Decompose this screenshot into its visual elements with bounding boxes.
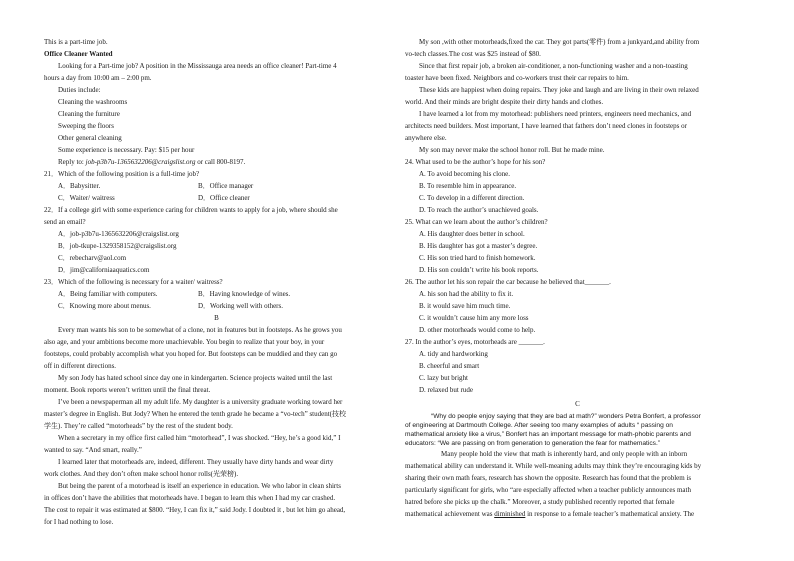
option: C. His son tried hard to finish homework. bbox=[419, 254, 536, 262]
passage-line: These kids are happiest when doing repairs. They joke and laugh and are living in their own relaxed bbox=[419, 86, 699, 94]
option: C. lazy but bright bbox=[419, 374, 468, 382]
option: A. his son had the ability to fix it. bbox=[419, 290, 514, 298]
passage-line: The cost to repair it was estimated at $800. “Hey, I can fix it,” said Jody. I doubted it , but let him go ahead, bbox=[44, 506, 346, 514]
passage-line: wanted to say. “And smart, really.” bbox=[44, 446, 142, 454]
option: B．job-tkupe-1329358152@craigslist.org bbox=[58, 242, 177, 250]
passage-line: I have learned a lot from my motorhead: publishers need printers, engineers need mechanics, and bbox=[419, 110, 692, 118]
option: B．Having knowledge of wines. bbox=[198, 290, 291, 298]
q23-options-row bbox=[44, 300, 389, 312]
passage-line: world. And their minds are bright despite their dirty hands and clothes. bbox=[405, 98, 604, 106]
option: D. To reach the author’s unachieved goals. bbox=[419, 206, 539, 214]
option: B. it would save him much time. bbox=[419, 302, 511, 310]
c-last-b: in response to a female teacher’s mathematical anxiety. The bbox=[525, 510, 695, 518]
option: D. other motorheads would come to help. bbox=[419, 326, 536, 334]
passage-line: in offices don’t have the abilities that motorheads have. I began to learn this when I had my car crashed. bbox=[44, 494, 336, 502]
passage-line: Every man wants his son to be somewhat of a clone, not in features but in footsteps. As he grows you bbox=[58, 326, 342, 334]
option: A．Babysitter. bbox=[58, 182, 101, 190]
right-column bbox=[405, 36, 750, 520]
option: A. To avoid becoming his clone. bbox=[419, 170, 510, 178]
passage-line: work clothes. And they don’t often make school honor rolls(光荣榜). bbox=[44, 470, 239, 478]
option: A．Being familiar with computers. bbox=[58, 290, 158, 298]
duties-heading: Duties include: bbox=[58, 86, 101, 94]
q21-options-row bbox=[44, 180, 389, 192]
option: B. cheerful and smart bbox=[419, 362, 480, 370]
question-21: 21．Which of the following position is a full-time job? bbox=[44, 170, 200, 178]
question-23: 23．Which of the following is necessary for a waiter/ waitress? bbox=[44, 278, 223, 286]
option: C．rebecharv@aol.com bbox=[58, 254, 127, 262]
ad-title: Office Cleaner Wanted bbox=[44, 50, 113, 58]
passage-line: I learned later that motorheads are, indeed, different. They usually have dirty hands and wear dirty bbox=[58, 458, 334, 466]
c-quote-line: mathematical anxiety like a virus,” Bonfert has an important message for math-phobic parents and bbox=[405, 431, 691, 438]
option: B. To resemble him in appearance. bbox=[419, 182, 517, 190]
passage-line: When a secretary in my office first called him “motorhead”, I was shocked. “Hey, he’s a good kid,” I bbox=[58, 434, 341, 442]
ad-line: Looking for a Part-time job? A position in the Mississauga area needs an office cleaner! Part-time 4 bbox=[58, 62, 337, 70]
passage-line: My son ,with other motorheads,fixed the car. They got parts(零件) from a junkyard,and ability from bbox=[419, 38, 700, 46]
option: D. His son couldn’t write his book reports. bbox=[419, 266, 539, 274]
option: C. To develop in a different direction. bbox=[419, 194, 525, 202]
intro-line: This is a part-time job. bbox=[44, 38, 108, 46]
option: D. relaxed but rude bbox=[419, 386, 474, 394]
passage-line: for I had nothing to lose. bbox=[44, 518, 114, 526]
passage-line: My son Jody has hated school since day one in kindergarten. Science projects waited until the last bbox=[58, 374, 333, 382]
passage-line: 学生). They’re called “motorheads” by the rest of the student body. bbox=[44, 422, 233, 430]
c-quote-line: of engineering at Dartmouth College. After seeing too many examples of adults “ passing on bbox=[405, 422, 673, 429]
passage-line: footsteps, could probably accomplish what you hoped for. But footsteps can be muddied and they can go bbox=[44, 350, 338, 358]
c-body-line: mathematical ability can understand it. While well-meaning adults may think they’re encouraging kids by bbox=[405, 462, 702, 470]
section-c-heading: C bbox=[575, 400, 580, 408]
passage-line: also age, and your ambitions become more unachievable. You begin to realize that your boy, in your bbox=[44, 338, 325, 346]
c-body-last-line bbox=[405, 508, 750, 520]
section-b-heading: B bbox=[214, 314, 219, 322]
c-quote-line: “Why do people enjoy saying that they are bad at math?” wonders Petra Bonfert, a professor bbox=[431, 413, 701, 420]
duty-item: Cleaning the washrooms bbox=[58, 98, 128, 106]
option: C．Knowing more about menus. bbox=[58, 302, 151, 310]
ad-line: hours a day from 10:00 am – 2:00 pm. bbox=[44, 74, 152, 82]
passage-line: vo-tech classes.The cost was $25 instead of $80. bbox=[405, 50, 541, 58]
passage-line: moment. Book reports weren’t written until the final threat. bbox=[44, 386, 211, 394]
option: A. tidy and hardworking bbox=[419, 350, 488, 358]
passage-line: My son may never make the school honor roll. But he made mine. bbox=[419, 146, 605, 154]
left-column bbox=[44, 36, 389, 528]
experience-line: Some experience is necessary. Pay: $15 per hour bbox=[58, 146, 195, 154]
question-25: 25. What can we learn about the author’s children? bbox=[405, 218, 548, 226]
option: A．job-p3b7u-1365632206@craigslist.org bbox=[58, 230, 179, 238]
passage-line: I’ve been a newspaperman all my adult life. My daughter is a university graduate working toward her bbox=[58, 398, 343, 406]
passage-line: anywhere else. bbox=[405, 134, 447, 142]
option: D．Office cleaner bbox=[198, 194, 250, 202]
q23-options-row bbox=[44, 288, 389, 300]
c-underlined-word: diminished bbox=[494, 510, 526, 518]
option: D．jim@californiaaquatics.com bbox=[58, 266, 150, 274]
option: B．Office manager bbox=[198, 182, 254, 190]
passage-line: toaster have been fixed. Neighbors and co-workers trust their car repairs to him. bbox=[405, 74, 629, 82]
passage-line: off in different directions. bbox=[44, 362, 117, 370]
question-24: 24. What used to be the author’s hope for his son? bbox=[405, 158, 546, 166]
question-22-cont: send an email? bbox=[44, 218, 86, 226]
c-quote-line: educators: “We are passing on from generation to generation the fear for mathematics.” bbox=[405, 440, 660, 447]
question-27: 27. In the author’s eyes, motorheads are _______. bbox=[405, 338, 545, 346]
duty-item: Sweeping the floors bbox=[58, 122, 114, 130]
reply-line bbox=[44, 156, 389, 168]
c-body-line: sharing their own math fears, research has shown the opposite. Research has found that the problem is bbox=[405, 474, 692, 482]
passage-line: But being the parent of a motorhead is itself an experience in education. We who labor in clean shirts bbox=[58, 482, 341, 490]
c-last-a: mathematical achievement was bbox=[405, 510, 495, 518]
option: C．Waiter/ waitress bbox=[58, 194, 115, 202]
option: A. His daughter does better in school. bbox=[419, 230, 525, 238]
reply-prefix: Reply to: bbox=[58, 158, 86, 166]
c-body-line: hatred before she picks up the chalk.” Moreover, a study published recently reported that female bbox=[405, 498, 675, 506]
option: B. His daughter has got a master’s degree. bbox=[419, 242, 538, 250]
reply-email: job-p3b7u-1365632206@craigslist.org bbox=[85, 158, 196, 166]
c-body-line: particularly significant for girls, who “are especially affected when a teacher publicly announces math bbox=[405, 486, 691, 494]
passage-line: master’s degree in English. But Jody? When he entered the tenth grade he became a “vo-tech” student(技校 bbox=[44, 410, 346, 418]
passage-line: Since that first repair job, a broken air-conditioner, a non-functioning washer and a non-toasting bbox=[419, 62, 688, 70]
question-22: 22．If a college girl with some experience caring for children wants to apply for a job, where should she bbox=[44, 206, 338, 214]
question-26: 26. The author let his son repair the car because he believed that_______. bbox=[405, 278, 611, 286]
c-body-line: Many people hold the view that math is inherently hard, and only people with an inborn bbox=[441, 450, 688, 458]
option: D．Working well with others. bbox=[198, 302, 283, 310]
duty-item: Other general cleaning bbox=[58, 134, 122, 142]
q21-options-row bbox=[44, 192, 389, 204]
duty-item: Cleaning the furniture bbox=[58, 110, 120, 118]
option: C. it wouldn’t cause him any more loss bbox=[419, 314, 529, 322]
reply-suffix: or call 800-8197. bbox=[195, 158, 246, 166]
passage-line: architects need builders. Most important, I have learned that fathers don’t need clones in footsteps or bbox=[405, 122, 687, 130]
